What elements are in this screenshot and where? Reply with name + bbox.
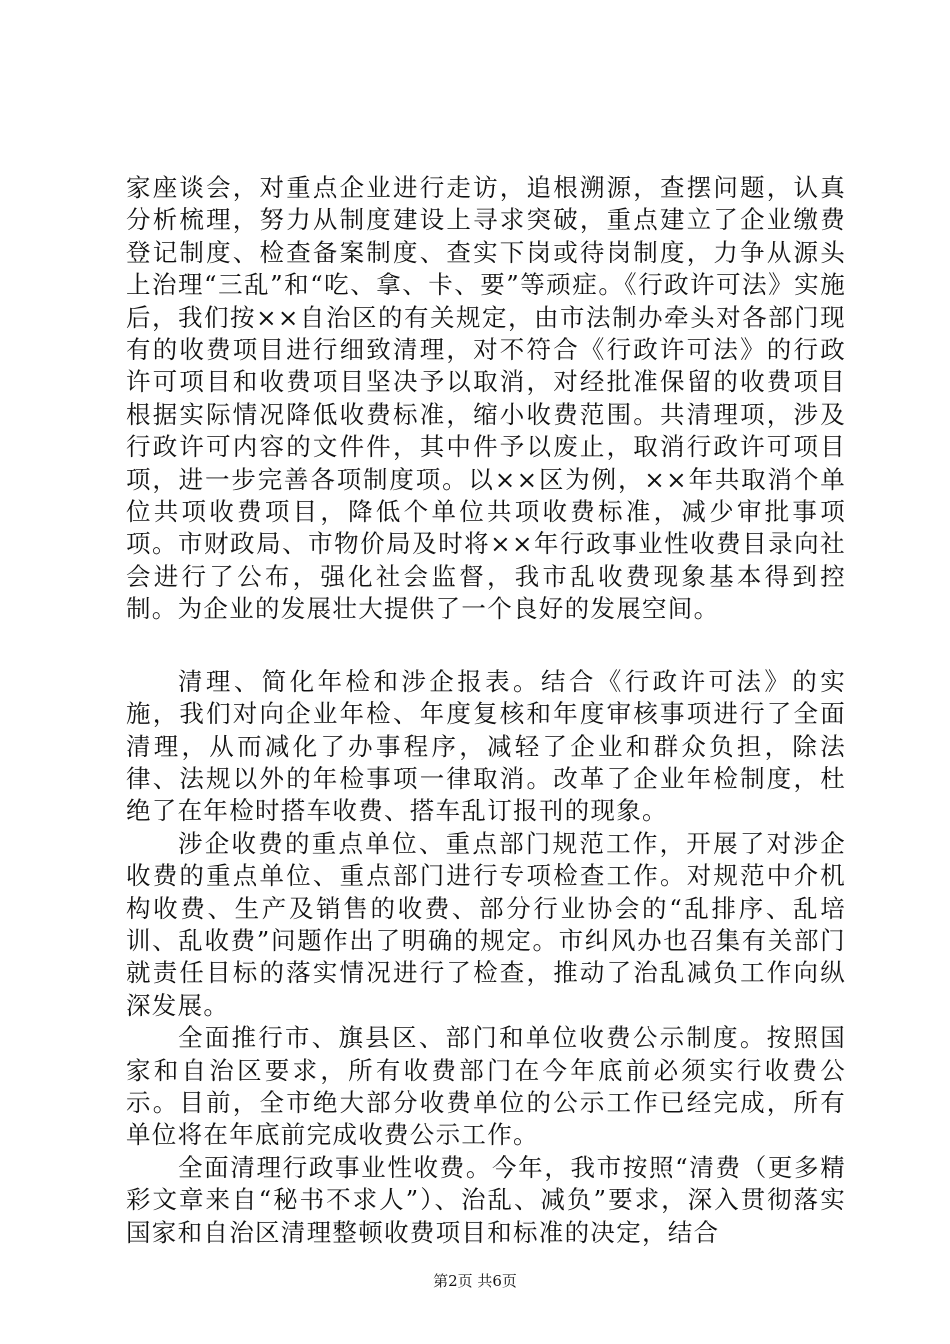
paragraph-continuation: 家座谈会，对重点企业进行走访，追根溯源，查摆问题，认真分析梳理，努力从制度建设上寻求突破，重点建立了企业缴费登记制度、检查备案制度、查实下岗或待岗制度，力争从源头上治理“三乱”和“吃、拿、卡、要”等顽症。《行政许可法》实施后，我们按××自治区的有关规定，由市法制办牵头对各部门现有的收费项目进行细致清理，对不符合《行政许可法》的行政许可项目和收费项目坚决予以取消，对经批准保留的收费项目根据实际情况降低收费标准，缩小收费范围。共清理项，涉及行政许可内容的文件件，其中件予以废止，取消行政许可项目项，进一步完善各项制度项。以××区为例，××年共取消个单位共项收费项目，降低个单位共项收费标准，减少审批事项项。市财政局、市物价局及时将××年行政事业性收费目录向社会进行了公布，强化社会监督，我市乱收费现象基本得到控制。为企业的发展壮大提供了一个良好的发展空间。 (126, 173, 846, 624)
document-body (126, 172, 846, 1249)
paragraph-fee-cleanup: 全面清理行政事业性收费。今年，我市按照“清费（更多精彩文章来自“秘书不求人”）、治乱、减负”要求，深入贯彻落实国家和自治区清理整顿收费项目和标准的决定，结合 (126, 1152, 846, 1247)
page-number-footer: 第2页 共6页 (433, 1272, 517, 1290)
paragraph-key-units: 涉企收费的重点单位、重点部门规范工作，开展了对涉企收费的重点单位、重点部门进行专项检查工作。对规范中介机构收费、生产及销售的收费、部分行业协会的“乱排序、乱培训、乱收费”问题作出了明确的规定。市纠风办也召集有关部门就责任目标的落实情况进行了检查，推动了治乱减负工作向纵深发展。 (126, 828, 846, 1020)
paragraph-fee-disclosure: 全面推行市、旗县区、部门和单位收费公示制度。按照国家和自治区要求，所有收费部门在今年底前必须实行收费公示。目前，全市绝大部分收费单位的公示工作已经完成，所有单位将在年底前完成收费公示工作。 (126, 1023, 846, 1150)
paragraph-annual-inspection: 清理、简化年检和涉企报表。结合《行政许可法》的实施，我们对向企业年检、年度复核和年度审核事项进行了全面清理，从而减化了办事程序，减轻了企业和群众负担，除法律、法规以外的年检事项一律取消。改革了企业年检制度，杜绝了在年检时搭车收费、搭车乱订报刊的现象。 (126, 666, 846, 826)
